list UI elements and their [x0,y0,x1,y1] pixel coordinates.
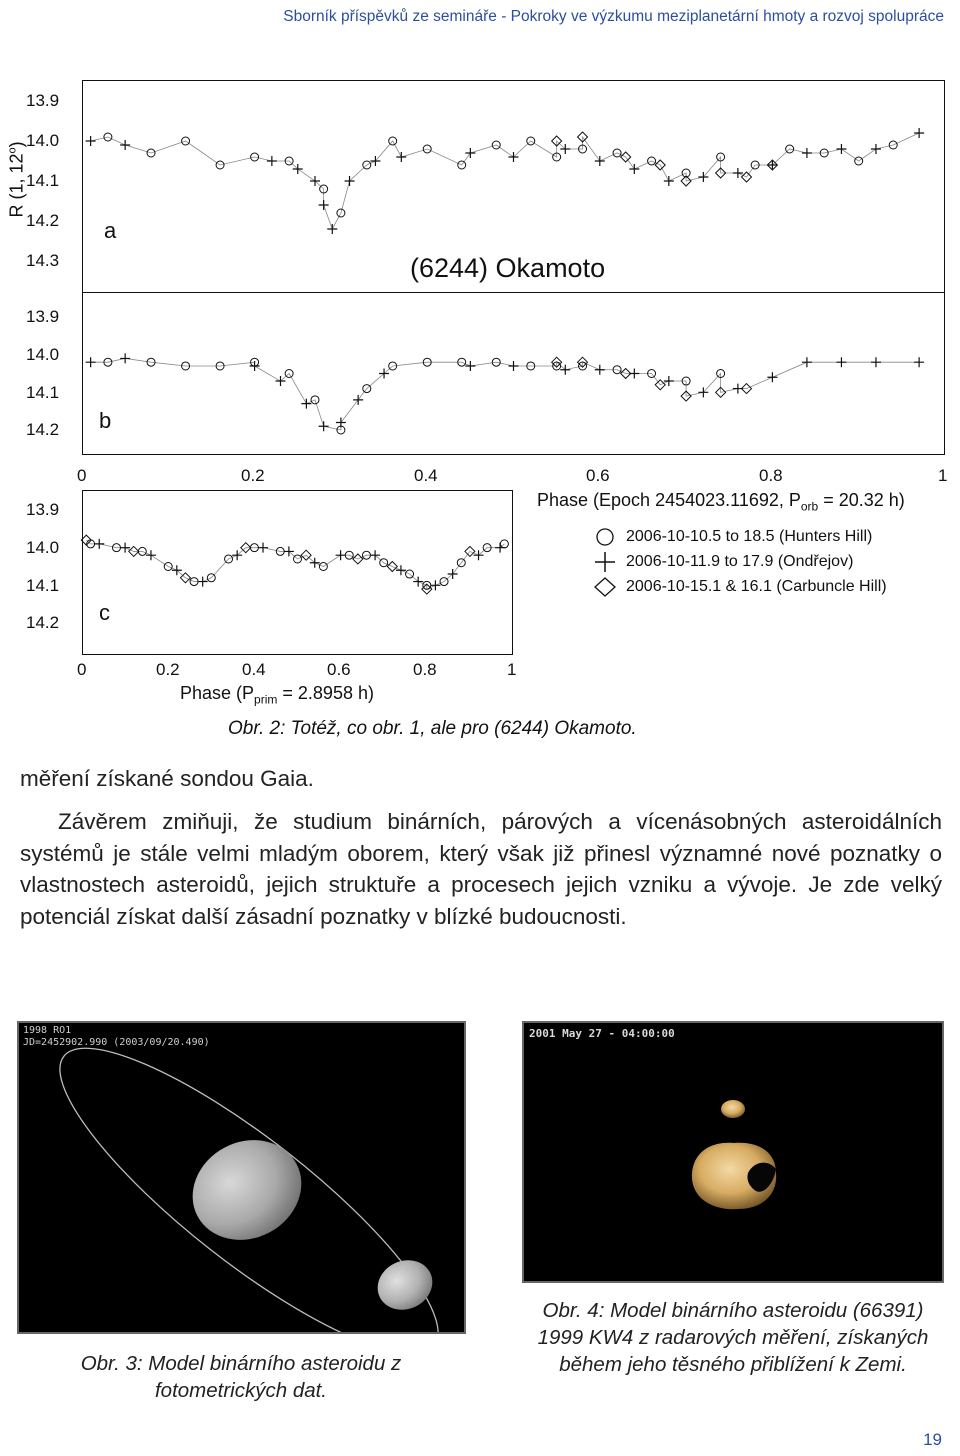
legend-entry: 2006-10-11.9 to 17.9 (Ondřejov) [592,549,932,574]
orbital-xtick: 0 [77,466,87,485]
figure2-caption: Obr. 2: Totéž, co obr. 1, ale pro (6244) Okamoto. [228,718,637,739]
primary-xtick: 0.6 [327,660,351,679]
binary-model-drawing [19,1023,466,1334]
figure-title: (6244) Okamoto [410,253,606,283]
secondary-body [369,1251,440,1318]
figure4-image [522,1021,944,1283]
legend-entry: 2006-10-10.5 to 18.5 (Hunters Hill) [592,524,932,549]
page-number: 19 [923,1430,942,1449]
primary-xtick: 0.8 [413,660,437,679]
panel-c-frame [82,490,513,655]
panel-a-ytick: 14.3 [26,251,60,270]
figure4-caption: Obr. 4: Model binárního asteroidu (66391) 1999 KW4 z radarových měření, získaných během jeho těsného přiblížení k Zemi. [537,1299,929,1376]
primary-xtick: 0.4 [242,660,266,679]
panel-a-ytick: 14.2 [26,211,60,230]
figure3-image [17,1021,466,1334]
orbital-xtick: 1 [938,466,948,485]
panel-b-ytick: 14.2 [26,420,60,439]
conclusion-paragraph: Závěrem zmiňuji, že studium binárních, párových a vícenásobných asteroidálních systémů je stále velmi mladým oborem, který však již přinesl významné nové poznatky o vlastnostech asteroidů, jejich struktuře a procesech jejich vzniku a vývoje. Je zde velký potenciál získat další zásadní poznatky v blízké budoucnosti. [20,809,942,929]
primary-xtick: 0.2 [156,660,180,679]
panel-c-ytick: 14.0 [26,538,60,557]
panel-a-ytick: 14.0 [26,131,60,150]
figure3-caption: Obr. 3: Model binárního asteroidu z fotometrických dat. [80,1352,402,1402]
panel-b-ytick: 14.0 [26,345,60,364]
orbital-xtick: 0.2 [241,466,265,485]
y-axis-label: R (1, 12$^o$) [6,141,27,218]
panel-b-frame [82,292,945,455]
panel-c-ytick: 14.1 [26,576,60,595]
figure3-overlay: 1998 RO1 JD=2452902.990 (2003/09/20.490) [23,1025,210,1048]
orbital-xtick: 0.4 [414,466,438,485]
circle-marker-icon [592,526,618,548]
panel-b-letter: b [99,408,112,433]
legend [592,524,932,599]
panel-a-letter: a [104,218,117,243]
panel-a-ytick: 13.9 [26,91,60,110]
panel-c-ytick: 13.9 [26,500,60,519]
lead-line: měření získané sondou Gaia. [20,766,314,791]
panel-c-letter: c [99,600,110,625]
primary-xtick: 1 [507,660,517,679]
orbital-xtick: 0.8 [759,466,783,485]
orbital-x-label: Phase (Epoch 2454023.11692, $P_{orb} = 20.32$ h) [537,490,905,514]
orbital-xtick: 0.6 [586,466,610,485]
kw4-secondary [721,1100,745,1118]
plus-marker-icon [592,551,618,573]
panel-a-ytick: 14.1 [26,171,60,190]
primary-xtick: 0 [77,660,87,679]
legend-entry: 2006-10-15.1 & 16.1 (Carbuncle Hill) [592,574,932,599]
panel-c-ytick: 14.2 [26,613,60,632]
figure4-overlay: 2001 May 27 - 04:00:00 [529,1027,675,1040]
kw4-radar-model-drawing [524,1023,944,1283]
panel-b-ytick: 14.1 [26,383,60,402]
running-header: Sborník příspěvků ze semináře - Pokroky ve výzkumu meziplanetární hmoty a rozvoj spolupráce [283,8,944,25]
primary-x-label: Phase ($P_{prim} = 2.8958$ h) [180,683,374,707]
diamond-marker-icon [592,576,618,598]
panel-b-ytick: 13.9 [26,307,60,326]
